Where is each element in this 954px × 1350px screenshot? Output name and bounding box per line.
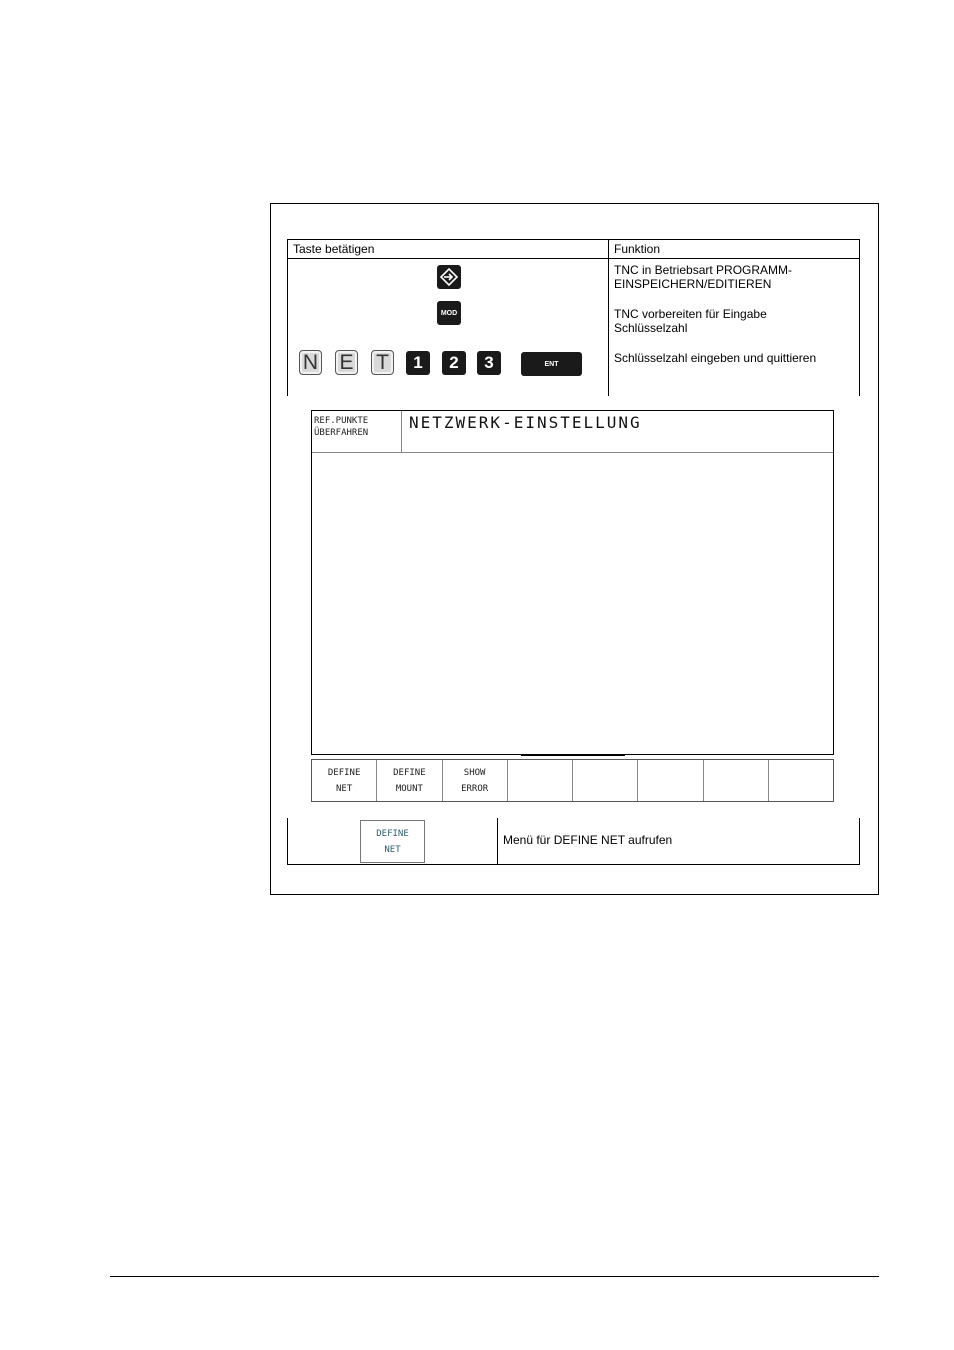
bottom-table-row (287, 818, 860, 865)
header-function: Funktion (614, 242, 661, 256)
column-divider (608, 240, 609, 396)
number-key-2[interactable]: 2 (442, 351, 466, 375)
letter-key-e[interactable]: E (335, 350, 358, 375)
number-key-3[interactable]: 3 (477, 351, 501, 375)
softkey-empty[interactable] (508, 760, 573, 801)
mode-box (312, 411, 402, 452)
mode-line: REF.PUNKTE (314, 416, 369, 426)
softkey-bar (311, 759, 834, 802)
mode-line: ÜBERFAHREN (314, 428, 369, 438)
screen-header (312, 411, 833, 453)
number-key-1[interactable]: 1 (406, 351, 430, 375)
function-text: Schlüsselzahl eingeben und quittieren (614, 351, 817, 365)
program-edit-icon (440, 268, 458, 286)
softkey-define-net-sample[interactable]: DEFINE NET (360, 820, 425, 863)
function-text: TNC vorbereiten für Eingabe Schlüsselzahl (614, 307, 767, 335)
function-text: TNC in Betriebsart PROGRAMM- EINSPEICHERN/EDITIEREN (614, 263, 793, 291)
enter-key[interactable]: ENT (521, 352, 582, 376)
softkey-show-error[interactable]: SHOW ERROR (443, 760, 508, 801)
column-divider (497, 818, 498, 864)
letter-key-n[interactable]: N (299, 350, 322, 375)
program-edit-key[interactable] (437, 265, 461, 289)
mod-key[interactable]: MOD (437, 301, 461, 325)
letter-key-t[interactable]: T (371, 350, 394, 375)
table-header (288, 240, 859, 259)
softkey-empty[interactable] (638, 760, 703, 801)
softkey-empty[interactable] (769, 760, 833, 801)
softkey-empty[interactable] (704, 760, 769, 801)
softkey-define-mount[interactable]: DEFINE MOUNT (377, 760, 442, 801)
header-key: Taste betätigen (293, 242, 375, 256)
key-function-table (287, 239, 860, 396)
footer-rule (110, 1276, 879, 1277)
function-text: Menü für DEFINE NET aufrufen (503, 833, 673, 847)
screen-title: NETZWERK-EINSTELLUNG (409, 413, 642, 432)
softkey-empty[interactable] (573, 760, 638, 801)
softkey-define-net[interactable]: DEFINE NET (312, 760, 377, 801)
softkey-bar-indicator (521, 754, 625, 756)
tnc-screen (311, 410, 834, 755)
